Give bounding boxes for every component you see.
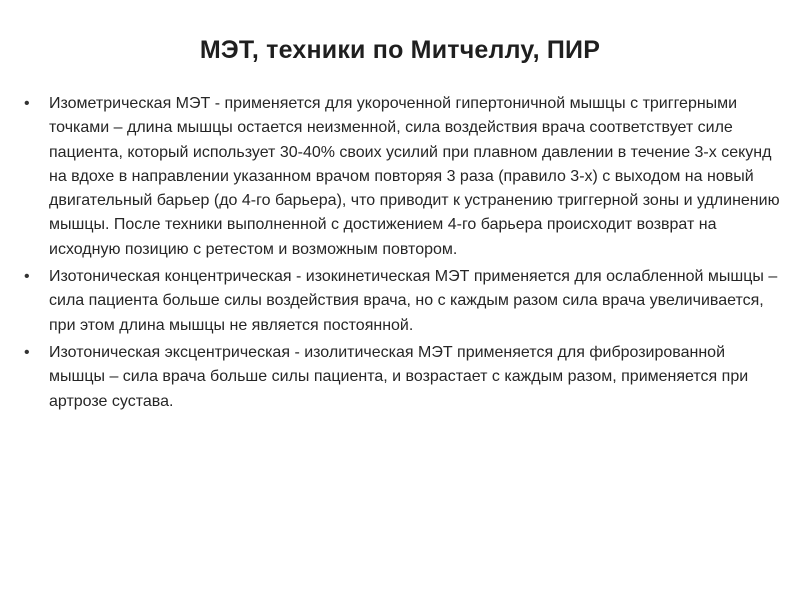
bullet-item-eccentric xyxy=(22,341,784,414)
slide-title: МЭТ, техники по Митчеллу, ПИР xyxy=(199,36,601,64)
bullet-item-concentric xyxy=(22,265,784,338)
bullet-text: Изотоническая концентрическая - изокинетическая МЭТ применяется для ослабленной мышцы – сила пациента больше силы воздействия врача, но с каждым разом сила врача увеличивается, при этом длина мышцы не является постоянной. xyxy=(49,268,778,334)
bullet-text: Изотоническая эксцентрическая - изолитическая МЭТ применяется для фиброзированной мышцы – сила врача больше силы пациента, и возрастает с каждым разом, применяется при артрозе сустава. xyxy=(49,343,749,410)
bullet-marker: • xyxy=(24,343,30,361)
bullet-list xyxy=(22,92,784,417)
bullet-marker: • xyxy=(24,95,30,112)
bullet-marker: • xyxy=(24,268,30,286)
bullet-text: Изометрическая МЭТ - применяется для укороченной гипертоничной мышцы с триггерными точками – длина мышцы остается неизменной, сила воздействия врача соответствует силе пациента, который использует 30-40% своих усилий при плавном давлении в течение 3-х секунд на вдохе в направлении указанном врачом повторяя 3 раза (правило 3-х) с выходом на новый двигательный барьер (до 4-го барьера), что приводит к устранению триггерной зоны и удлинению мышцы. После техники выполненной с достижением 4-го барьера происходит возврат на исходную позицию с ретестом и возможным повтором. xyxy=(49,95,780,258)
bullet-item-isometric xyxy=(22,92,784,262)
